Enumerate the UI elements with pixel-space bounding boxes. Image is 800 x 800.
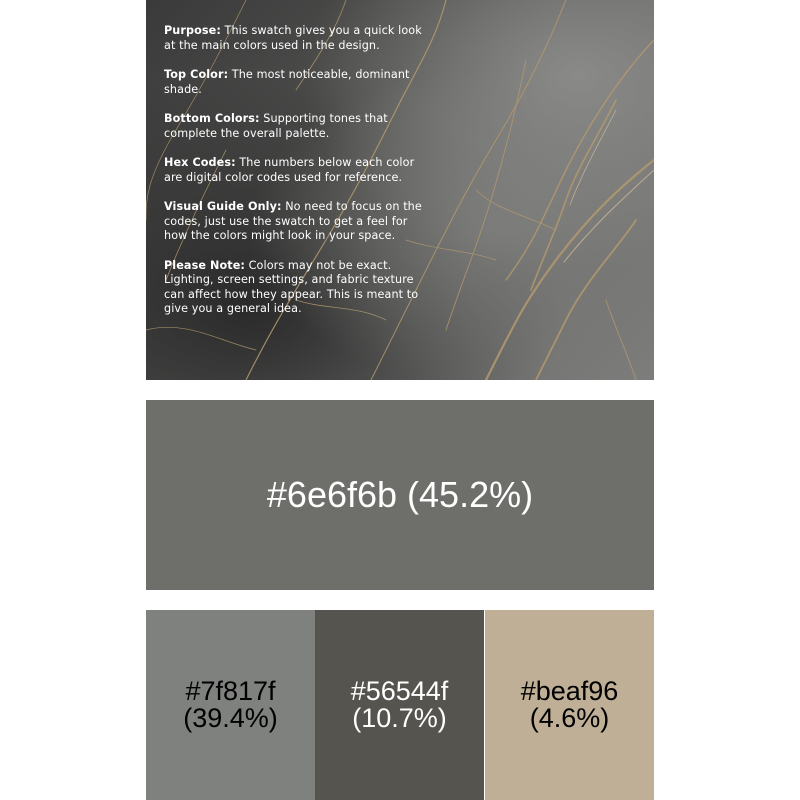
swatch-hex-code: #beaf96 [520,676,619,706]
bottom-color-swatch-2 [315,610,484,800]
info-purpose: Purpose: This swatch gives you a quick look at the main colors used in the design. [164,24,422,52]
swatch-percent: (10.7%) [352,703,447,733]
main-color-swatch [146,400,654,590]
swatch-percent: (39.4%) [183,703,278,733]
swatch-percent: (4.6%) [529,703,610,733]
info-hex-codes: Hex Codes: The numbers below each color are digital color codes used for reference. [164,156,415,184]
main-color-label: #6e6f6b (45.2%) [266,474,534,515]
swatch-hex-code: #7f817f [185,676,276,706]
marble-texture-image [146,0,654,380]
info-text-block [164,24,434,332]
bottom-color-swatch-3 [485,610,654,800]
bottom-color-swatch-1 [146,610,315,800]
info-top-color: Top Color: The most noticeable, dominant shade. [164,68,410,96]
swatch-hex-code: #56544f [350,676,449,706]
info-visual-guide: Visual Guide Only: No need to focus on the codes, just use the swatch to get a feel for how the colors might look in your space. [164,200,422,242]
info-bottom-colors: Bottom Colors: Supporting tones that complete the overall palette. [164,112,388,140]
info-please-note: Please Note: Colors may not be exact. Lighting, screen settings, and fabric texture can affect how they appear. This is meant to give you a general idea. [164,258,419,315]
